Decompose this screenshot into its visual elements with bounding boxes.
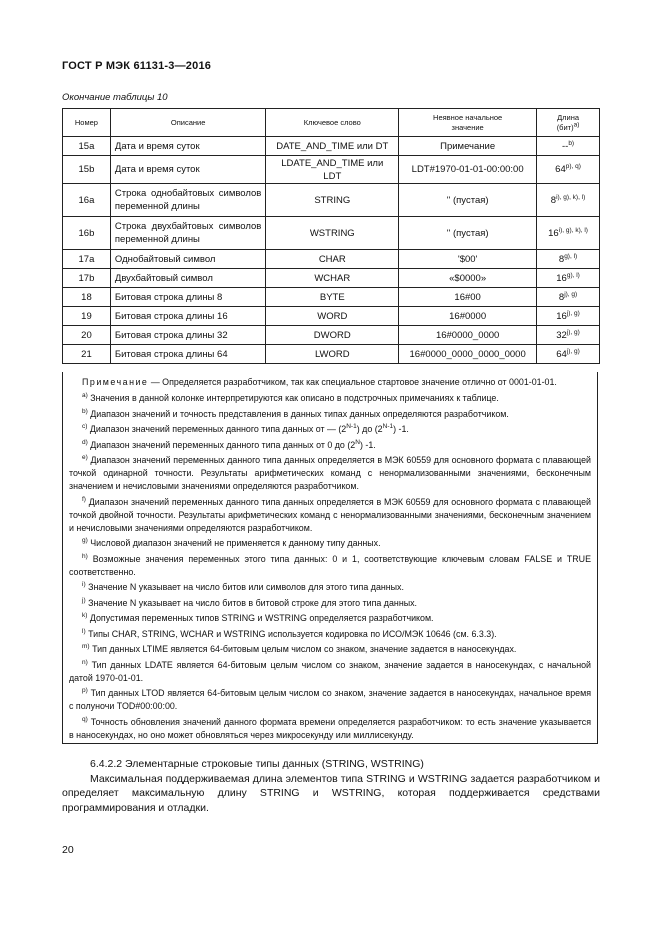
- cell-initial-value: 16#00: [399, 288, 537, 307]
- footnote: [69, 643, 591, 656]
- footnote-marker: i): [82, 581, 86, 589]
- length-value: 64: [556, 348, 567, 360]
- table-row: [63, 184, 600, 217]
- cell-description: Битовая строка длины 64: [110, 345, 265, 364]
- data-types-table: [62, 108, 600, 364]
- cell-number: 17a: [63, 250, 111, 269]
- footnote: [69, 454, 591, 493]
- cell-description: Битовая строка длины 32: [110, 326, 265, 345]
- table-row: [63, 269, 600, 288]
- table-row: [63, 307, 600, 326]
- col-header-length-sup: a): [573, 121, 580, 128]
- col-header-length: [537, 109, 600, 137]
- cell-length: [537, 307, 600, 326]
- length-footnote-ref: j), g): [566, 328, 580, 336]
- table-row: [63, 288, 600, 307]
- col-header-number: Номер: [63, 109, 111, 137]
- footnote-text: Тип данных LDATE является 64-битовым целым числом со знаком, значение задается в наносекундах, с начальной датой 1970-01-01.: [69, 659, 591, 683]
- footnote: [69, 716, 591, 742]
- cell-initial-value: Примечание: [399, 137, 537, 156]
- footnote: [69, 612, 591, 625]
- length-value: 32: [556, 329, 567, 341]
- footnote-text: Допустимая переменных типов STRING и WSTRING определяется разработчиком.: [89, 613, 434, 623]
- footnote-marker: c): [82, 423, 88, 431]
- footnote-text: ) до (2: [356, 424, 383, 434]
- table-row: [63, 326, 600, 345]
- footnote-marker: b): [82, 407, 88, 415]
- table-row: [63, 217, 600, 250]
- table-row: [63, 250, 600, 269]
- cell-description: Однобайтовый символ: [110, 250, 265, 269]
- footnote: [69, 423, 591, 436]
- footnote-exponent: N: [355, 438, 360, 446]
- length-footnote-ref: b): [568, 139, 575, 147]
- footnote-text: Значение N указывает на число битов или символов для этого типа данных.: [88, 582, 404, 592]
- cell-number: 16b: [63, 217, 111, 250]
- footnote-marker: n): [82, 658, 88, 666]
- cell-number: 21: [63, 345, 111, 364]
- cell-initial-value: 16#0000_0000: [399, 326, 537, 345]
- note-general: [69, 376, 591, 389]
- footnote-marker: j): [82, 596, 86, 604]
- document-header: ГОСТ Р МЭК 61131-3—2016: [62, 60, 212, 72]
- footnote-marker: e): [82, 454, 88, 462]
- footnote: [69, 628, 591, 641]
- section-heading: 6.4.2.2 Элементарные строковые типы данных (STRING, WSTRING): [90, 758, 424, 770]
- length-value: --: [561, 140, 569, 152]
- footnote: [69, 553, 591, 579]
- section-6-4-2-2: [62, 757, 600, 815]
- footnote-marker: a): [82, 392, 88, 400]
- length-footnote-ref: j), g): [566, 309, 580, 317]
- cell-length: [537, 326, 600, 345]
- cell-length: [537, 269, 600, 288]
- cell-length: [537, 184, 600, 217]
- table-header-row: [63, 109, 600, 137]
- footnote-marker: k): [82, 612, 88, 620]
- col-header-initial: Неявное начальное значение: [399, 109, 537, 137]
- length-value: 64: [555, 164, 566, 175]
- footnote-text: Точность обновления значений данного формата времени определяется разработчиком: то есть значение указывается в наносекундах, но оно может обновляться через микросекунду или миллисекунду.: [69, 716, 592, 740]
- cell-number: 16a: [63, 184, 111, 217]
- footnote: [69, 439, 591, 452]
- cell-description: Битовая строка длины 8: [110, 288, 265, 307]
- table-row: [63, 345, 600, 364]
- cell-initial-value: «$0000»: [399, 269, 537, 288]
- cell-description: Двухбайтовый символ: [110, 269, 265, 288]
- table-caption: Окончание таблицы 10: [62, 92, 168, 103]
- footnote-marker: d): [82, 438, 88, 446]
- cell-length: [537, 250, 600, 269]
- length-value: 16: [556, 310, 567, 322]
- note-lead: Примечание: [82, 377, 149, 387]
- cell-description: Битовая строка длины 16: [110, 307, 265, 326]
- cell-description: Строка двухбайтовых символов переменной длины: [110, 217, 265, 250]
- length-footnote-ref: g), l): [566, 271, 580, 279]
- cell-description: Строка однобайтовых символов переменной длины: [110, 184, 265, 217]
- footnote-text: Значения в данной колонке интерпретируются как описано в подстрочных примечаниях к таблице.: [90, 393, 499, 403]
- footnote-marker: p): [82, 687, 88, 695]
- footnotes-list: [69, 392, 591, 742]
- cell-length: [537, 288, 600, 307]
- footnote-text: Диапазон значений переменных данного типа данных от — (2: [89, 424, 347, 434]
- footnote-text: Типы CHAR, STRING, WCHAR и WSTRING используется кодировка по ИСО/МЭК 10646 (см. 6.3.3).: [88, 628, 497, 639]
- length-footnote-ref: i), g), k), l): [558, 226, 588, 234]
- col-header-keyword: Ключевое слово: [266, 109, 399, 137]
- footnote-marker: l): [82, 627, 86, 635]
- length-value: 16: [556, 272, 567, 284]
- length-footnote-ref: i), g), k), l): [556, 193, 586, 201]
- footnote: [69, 581, 591, 594]
- cell-keyword: LDATE_AND_TIME или LDT: [266, 156, 399, 184]
- cell-length: [537, 217, 600, 250]
- table-row: [63, 137, 600, 156]
- cell-initial-value: 16#0000: [399, 307, 537, 326]
- cell-keyword: WORD: [266, 307, 399, 326]
- cell-keyword: BYTE: [266, 288, 399, 307]
- footnote: [69, 597, 591, 610]
- cell-keyword: LWORD: [266, 345, 399, 364]
- cell-length: [537, 137, 600, 156]
- length-value: 8: [550, 194, 557, 206]
- cell-number: 19: [63, 307, 111, 326]
- footnote-text: Диапазон значений переменных данного типа данных от 0 до (2: [90, 439, 356, 450]
- length-footnote-ref: j), g): [564, 290, 578, 298]
- cell-keyword: STRING: [266, 184, 399, 217]
- footnote-marker: q): [82, 715, 88, 723]
- cell-initial-value: '' (пустая): [399, 184, 537, 217]
- length-value: 16: [548, 227, 559, 239]
- page-number: 20: [62, 844, 74, 856]
- footnote-marker: h): [82, 552, 88, 560]
- footnote-marker: m): [82, 643, 90, 651]
- footnote-text: Тип данных LTOD является 64-битовым целым числом со знаком, значение задается в наносекундах, начальное время с полуночи TOD#00:00:00.: [69, 688, 591, 711]
- footnote-exponent: N-1: [382, 423, 394, 431]
- cell-initial-value: LDT#1970-01-01-00:00:00: [399, 156, 537, 184]
- footnote-text: Диапазон значений и точность представления в данных типах данных определяются разработчиком.: [90, 408, 509, 419]
- footnote-text: Значение N указывает на число битов в битовой строке для этого типа данных.: [88, 597, 418, 608]
- col-header-length-text: Длина (бит): [556, 112, 580, 132]
- footnote-text: Диапазон значений переменных данного типа данных определяется в МЭК 60559 для основного формата с плавающей точкой одинарной точности. Результаты арифметических команд с ненормализованными значениями, бесконечным значением и нечисловыми значениями определяются разработчиком.: [69, 455, 591, 491]
- cell-length: [537, 156, 600, 184]
- footnote-text: Тип данных LTIME является 64-битовым целым числом со знаком, значение задается в наносекундах.: [92, 644, 517, 654]
- cell-keyword: DWORD: [266, 326, 399, 345]
- footnote-text: Диапазон значений переменных данного типа данных определяется в МЭК 60559 для основного формата с плавающей точкой двойной точности. Результаты арифметических команд с ненормализованными значениями, бесконечным значением и нечисловыми значениями определяются разработчиком.: [69, 496, 591, 533]
- footnote-text: Возможные значения переменных этого типа данных: 0 и 1, соответствующие ключевым словам FALSE и TRUE соответственно.: [69, 553, 592, 577]
- cell-keyword: CHAR: [266, 250, 399, 269]
- cell-number: 15b: [63, 156, 111, 184]
- cell-number: 17b: [63, 269, 111, 288]
- cell-length: [537, 345, 600, 364]
- footnote-text: ) -1.: [393, 424, 409, 434]
- cell-number: 18: [63, 288, 111, 307]
- cell-description: Дата и время суток: [110, 137, 265, 156]
- cell-number: 20: [63, 326, 111, 345]
- footnote: [69, 408, 591, 421]
- cell-initial-value: '' (пустая): [399, 217, 537, 250]
- length-footnote-ref: j), g): [566, 347, 580, 355]
- footnote: [69, 537, 591, 550]
- footnote: [69, 496, 591, 535]
- footnote-text: ) -1.: [359, 439, 376, 450]
- cell-initial-value: 16#0000_0000_0000_0000: [399, 345, 537, 364]
- length-footnote-ref: g), l): [564, 252, 578, 260]
- length-footnote-ref: p), q): [565, 162, 581, 170]
- section-paragraph: Максимальная поддерживаемая длина элементов типа STRING и WSTRING задается разработчиком и определяет максимальную длину STRING и WSTRING, которая поддерживается средствами программирования и отладки.: [62, 772, 600, 814]
- footnote-marker: g): [82, 537, 88, 545]
- note-first-text: — Определяется разработчиком, так как специальное стартовое значение отлично от 0001-01-01.: [148, 377, 557, 387]
- table-row: [63, 156, 600, 184]
- length-value: 8: [558, 291, 565, 303]
- length-value: 8: [558, 253, 565, 265]
- footnote-text: Числовой диапазон значений не применяется к данному типу данных.: [90, 538, 381, 548]
- col-header-description: Описание: [110, 109, 265, 137]
- cell-initial-value: '$00': [399, 250, 537, 269]
- footnote-exponent: N-1: [346, 423, 357, 431]
- cell-keyword: WSTRING: [266, 217, 399, 250]
- cell-keyword: DATE_AND_TIME или DT: [266, 137, 399, 156]
- cell-description: Дата и время суток: [110, 156, 265, 184]
- cell-number: 15a: [63, 137, 111, 156]
- table-notes: [62, 372, 598, 744]
- footnote-marker: f): [82, 495, 86, 503]
- footnote: [69, 687, 591, 713]
- footnote: [69, 659, 591, 685]
- cell-keyword: WCHAR: [266, 269, 399, 288]
- footnote: [69, 392, 591, 405]
